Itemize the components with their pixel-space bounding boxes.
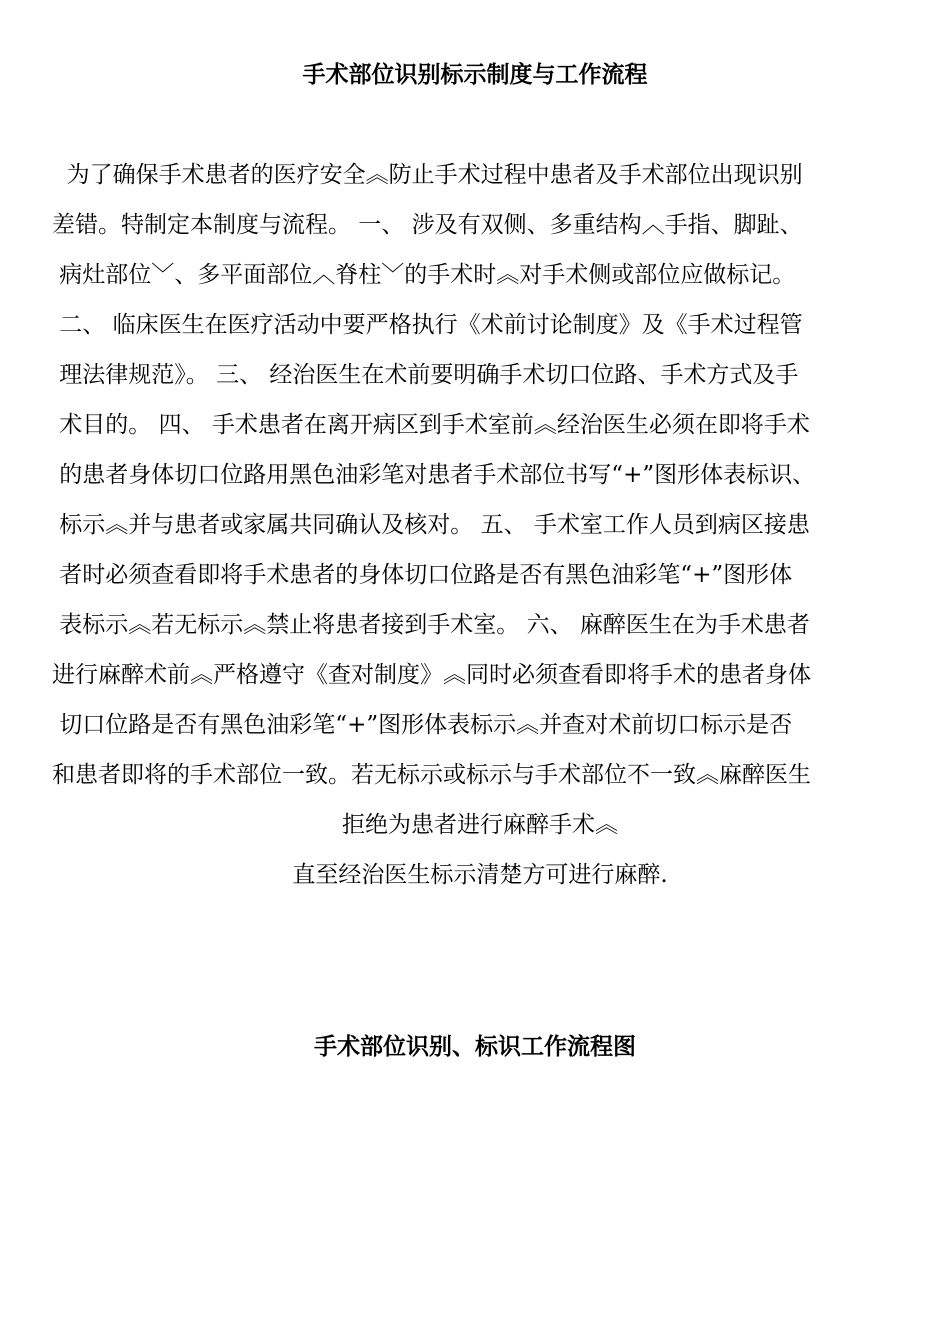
body-line: 标示︽并与患者或家属共同确认及核对。 五、 手术室工作人员到病区接患 [52,512,810,538]
flowchart-title: 手术部位识别、标识工作流程图 [314,1034,636,1060]
body-line: 拒绝为患者进行麻醉手术︽ [342,812,618,838]
body-line: 直至经治医生标示清楚方可进行麻醉. [292,862,668,888]
body-line: 和患者即将的手术部位一致。若无标示或标示与手术部位不一致︽麻醉医生 [52,762,811,788]
body-line: 二、 临床医生在医疗活动中要严格执行《术前讨论制度》及《手术过程管 [52,312,803,338]
body-line: 差错。特制定本制度与流程。 一、 涉及有双侧、多重结构︿手指、脚趾、 [52,212,803,238]
body-line: 理法律规范》。 三、 经治医生在术前要明确手术切口位路、手术方式及手 [52,362,799,388]
body-line: 的患者身体切口位路用黑色油彩笔对患者手术部位书写“+”图形体表标识、 [52,462,816,488]
body-line: 进行麻醉术前︽严格遵守《查对制度》︽同时必须查看即将手术的患者身体 [52,662,811,688]
body-line: 病灶部位﹀、多平面部位︿脊柱﹀的手术时︽对手术侧或部位应做标记。 [52,262,796,288]
body-line: 为了确保手术患者的医疗安全︽防止手术过程中患者及手术部位出现识别 [52,162,803,188]
body-line: 术目的。 四、 手术患者在离开病区到手术室前︽经治医生必须在即将手术 [52,412,810,438]
body-line: 切口位路是否有黑色油彩笔“+”图形体表标示︽并查对术前切口标示是否 [52,712,793,738]
body-line: 表标示︽若无标示︽禁止将患者接到手术室。 六、 麻醉医生在为手术患者 [52,612,810,638]
body-line: 者时必须查看即将手术患者的身体切口位路是否有黑色油彩笔“+”图形体 [52,562,793,588]
document-body [52,158,908,908]
document-title: 手术部位识别标示制度与工作流程 [302,62,648,88]
